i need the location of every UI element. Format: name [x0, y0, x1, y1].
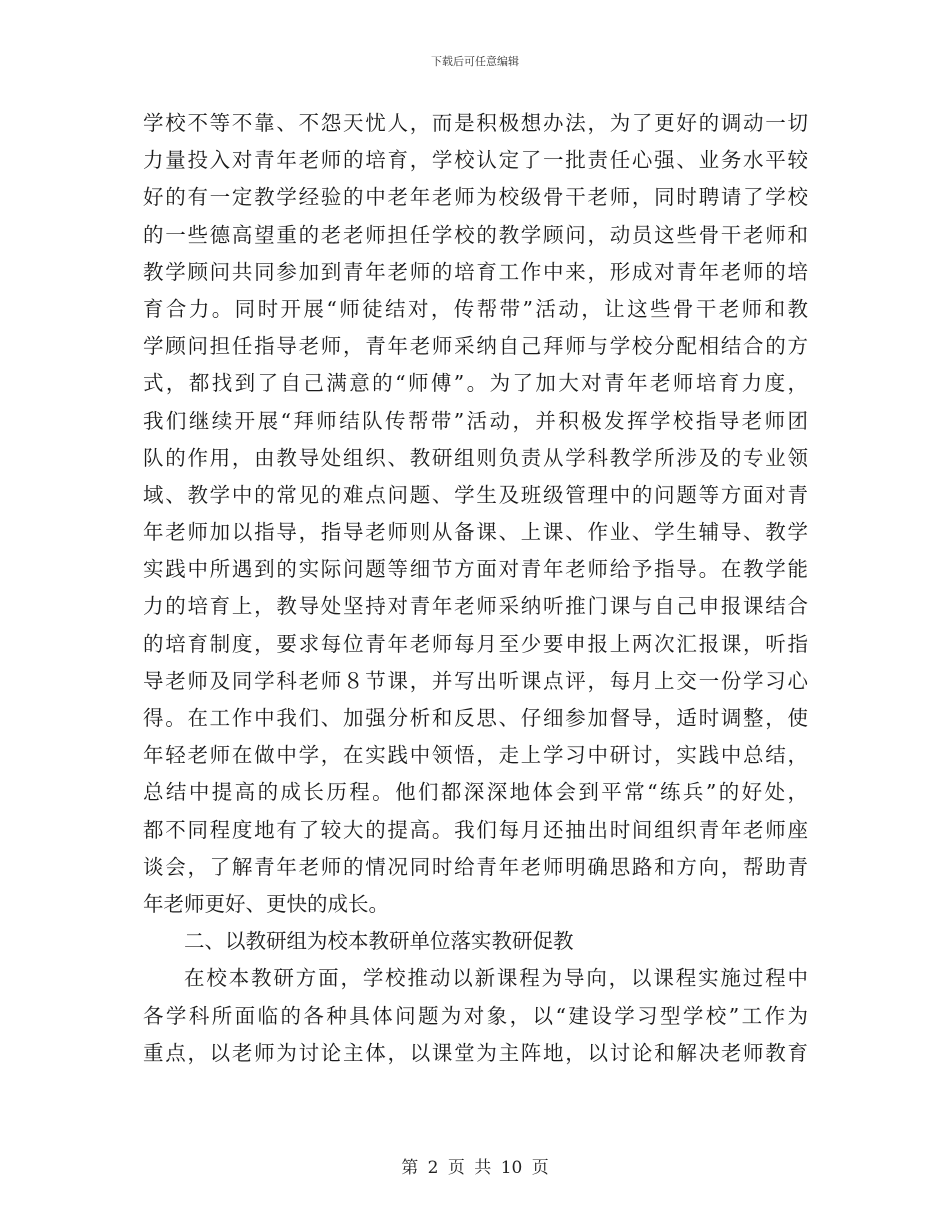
paragraph-first-line: 在校本教研方面，学校推动以新课程为导向，以课程实施过程中 [184, 966, 808, 991]
section-heading: 二、以教研组为校本教研单位落实教研促教 [184, 929, 574, 954]
text-line: 年老师加以指导，指导老师则从备课、上课、作业、学生辅导、教学 [143, 520, 808, 545]
text-line: 式，都找到了自己满意的“师傅”。为了加大对青年老师培育力度， [143, 371, 808, 396]
text-line: 导老师及同学科老师８节课，并写出听课点评，每月上交一份学习心 [143, 668, 808, 693]
page-number-footer: 第 2 页 共 10 页 [401, 1158, 549, 1178]
text-line: 都不同程度地有了较大的提高。我们每月还抽出时间组织青年老师座 [143, 817, 808, 842]
text-line: 好的有一定教学经验的中老年老师为校级骨干老师，同时聘请了学校 [143, 185, 808, 210]
text-line: 育合力。同时开展“师徒结对，传帮带”活动，让这些骨干老师和教 [143, 296, 808, 321]
text-line: 域、教学中的常见的难点问题、学生及班级管理中的问题等方面对青 [143, 482, 808, 507]
text-line: 谈会，了解青年老师的情况同时给青年老师明确思路和方向，帮助青 [143, 854, 808, 879]
paragraph-end-line: 年老师更好、更快的成长。 [143, 891, 389, 916]
text-line: 学顾问担任指导老师，青年老师采纳自己拜师与学校分配相结合的方 [143, 334, 808, 359]
page-header: 下载后可任意编辑 [431, 55, 519, 68]
text-line: 的培育制度，要求每位青年老师每月至少要申报上两次汇报课，听指 [143, 631, 808, 656]
text-line: 年轻老师在做中学，在实践中领悟，走上学习中研讨，实践中总结， [143, 743, 808, 768]
text-line: 重点，以老师为讨论主体，以课堂为主阵地，以讨论和解决老师教育 [143, 1040, 808, 1065]
text-line: 总结中提高的成长历程。他们都深深地体会到平常“练兵”的好处， [143, 780, 808, 805]
text-line: 队的作用，由教导处组织、教研组则负责从学科教学所涉及的专业领 [143, 445, 808, 470]
text-line: 的一些德高望重的老老师担任学校的教学顾问，动员这些骨干老师和 [143, 222, 808, 247]
text-line: 各学科所面临的各种具体问题为对象，以“建设学习型学校”工作为 [143, 1003, 808, 1028]
document-body [143, 105, 808, 1072]
text-line: 学校不等不靠、不怨天忧人，而是积极想办法，为了更好的调动一切 [143, 111, 808, 135]
text-line: 力的培育上，教导处坚持对青年老师采纳听推门课与自己申报课结合 [143, 594, 808, 619]
text-line: 我们继续开展“拜师结队传帮带”活动，并积极发挥学校指导老师团 [143, 408, 808, 433]
text-line: 教学顾问共同参加到青年老师的培育工作中来，形成对青年老师的培 [143, 259, 808, 284]
text-line: 力量投入对青年老师的培育，学校认定了一批责任心强、业务水平较 [143, 148, 808, 173]
text-line: 得。在工作中我们、加强分析和反思、仔细参加督导，适时调整，使 [143, 706, 808, 730]
text-line: 实践中所遇到的实际问题等细节方面对青年老师给予指导。在教学能 [143, 557, 808, 582]
